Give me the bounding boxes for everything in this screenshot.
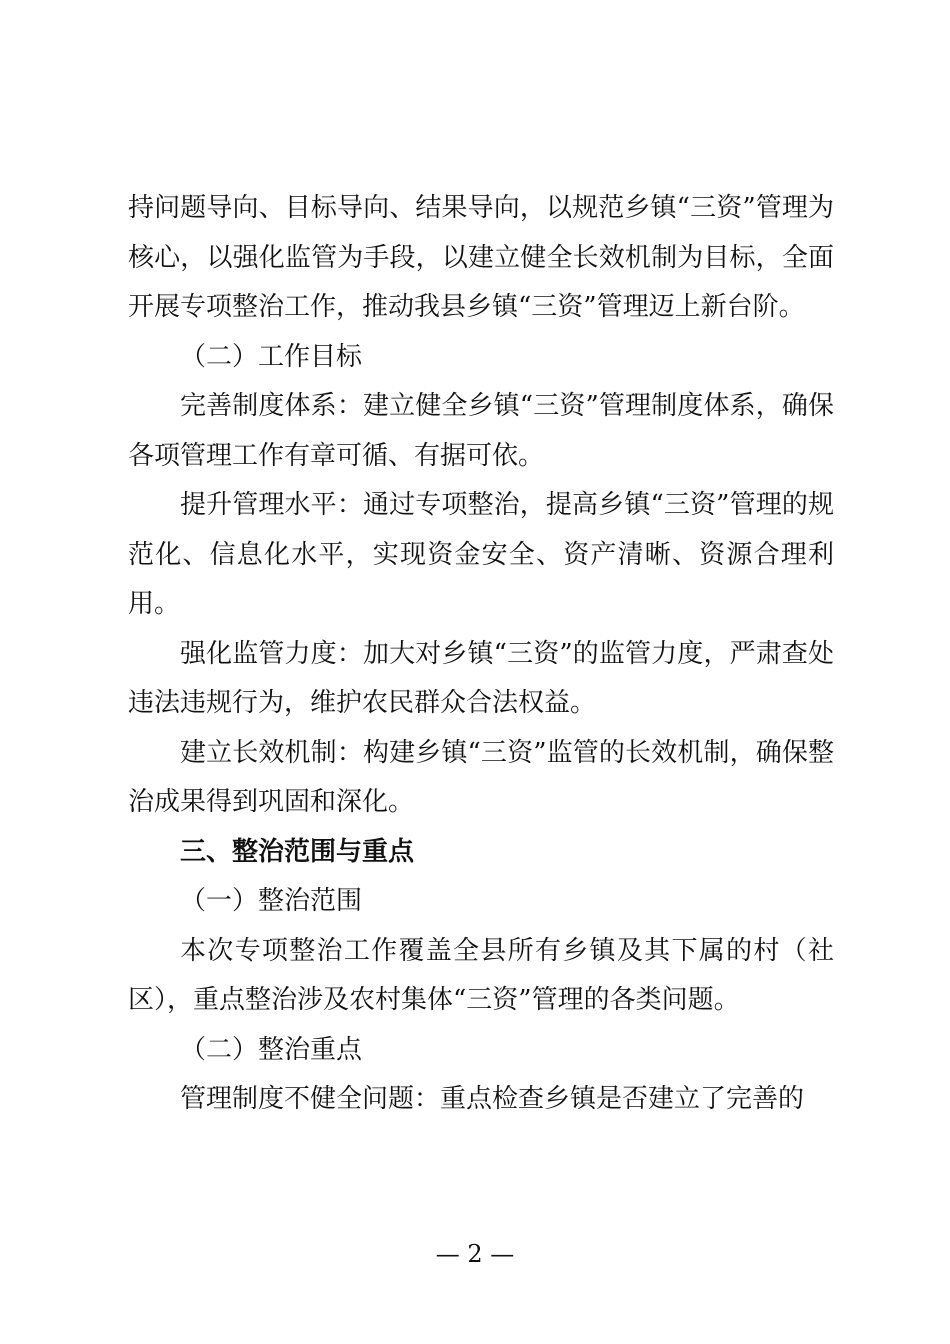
paragraph-system: 完善制度体系：建立健全乡镇“三资”管理制度体系，确保各项管理工作有章可循、有据可依。: [128, 391, 834, 471]
page-number: — 2 —: [435, 1240, 515, 1268]
subheading-work-goals: （二）工作目标: [180, 341, 363, 372]
subheading-focus: （二）整治重点: [180, 1034, 363, 1065]
paragraph-management-level: 提升管理水平：通过专项整治，提高乡镇“三资”管理的规范化、信息化水平，实现资金安全、资产清晰、资源合理利用。: [128, 490, 834, 619]
section-heading-scope-focus: 三、整治范围与重点: [180, 836, 415, 867]
paragraph-supervision: 强化监管力度：加大对乡镇“三资”的监管力度，严肃查处违法违规行为，维护农民群众合法权益。: [128, 638, 834, 718]
paragraph-focus-start: 管理制度不健全问题：重点检查乡镇是否建立了完善的: [180, 1084, 805, 1114]
paragraph-continuation: 持问题导向、目标导向、结果导向，以规范乡镇“三资”管理为核心，以强化监管为手段，以建立健全长效机制为目标，全面开展专项整治工作，推动我县乡镇“三资”管理迈上新台阶。: [128, 193, 834, 322]
paragraph-scope: 本次专项整治工作覆盖全县所有乡镇及其下属的村（社区），重点整治涉及农村集体“三资”管理的各类问题。: [128, 935, 834, 1015]
paragraph-long-term-mechanism: 建立长效机制：构建乡镇“三资”监管的长效机制，确保整治成果得到巩固和深化。: [128, 737, 834, 817]
subheading-scope: （一）整治范围: [180, 886, 363, 916]
document-body: [128, 184, 834, 1125]
